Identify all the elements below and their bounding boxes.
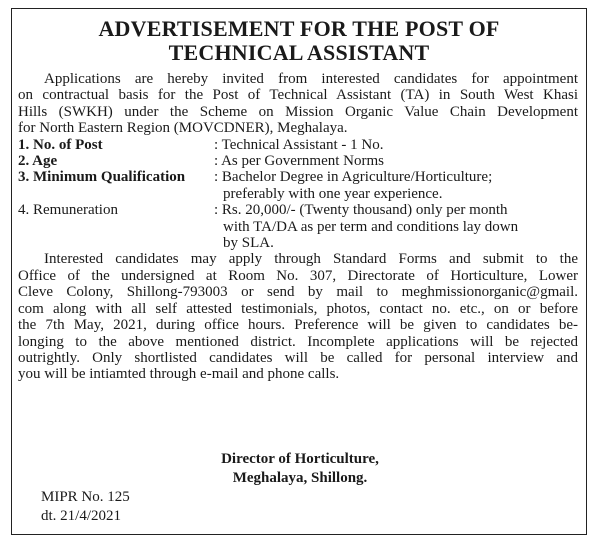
post-label: 1. No. of Post bbox=[18, 136, 103, 153]
remuneration-value-line: by SLA. bbox=[223, 235, 274, 252]
instructions-line: com along with all self attested testimonials, photos, contact no. etc., on or before bbox=[18, 300, 578, 317]
age-value bbox=[214, 153, 578, 169]
instructions-line: Interested candidates may apply through Standard Forms and submit to the bbox=[44, 251, 578, 268]
title-line-2: TECHNICAL ASSISTANT bbox=[168, 40, 430, 65]
remuneration-value-line: : Rs. 20,000/- (Twenty thousand) only per month bbox=[214, 202, 508, 219]
advertisement-body bbox=[18, 71, 578, 383]
intro-line: Applications are hereby invited from interested candidates for appointment bbox=[44, 71, 578, 87]
detail-row-post bbox=[18, 137, 578, 153]
instructions-line: Cleve Colony, Shillong-793003 or send by mail to meghmissionorganic@gmail. bbox=[18, 284, 578, 301]
detail-row-age bbox=[18, 153, 578, 169]
instructions-line: outrightly. Only shortlisted candidates will be called for personal interview and bbox=[18, 349, 578, 366]
qualification-label: 3. Minimum Qualification bbox=[18, 169, 186, 186]
intro-line: for North Eastern Region (MOVCDNER), Meghalaya. bbox=[18, 120, 348, 137]
remuneration-value bbox=[214, 202, 578, 251]
instructions-line: Office of the undersigned at Room No. 307, Directorate of Horticulture, Lower bbox=[18, 267, 578, 284]
intro-paragraph bbox=[18, 71, 578, 137]
intro-line: Hills (SWKH) under the Scheme on Mission Organic Value Chain Development bbox=[18, 103, 578, 120]
qualification-value-line: : Bachelor Degree in Agriculture/Horticulture; bbox=[214, 169, 493, 186]
qualification-value bbox=[214, 169, 578, 202]
post-details bbox=[18, 137, 578, 252]
instructions-paragraph bbox=[18, 251, 578, 382]
signature-title: Director of Horticulture, bbox=[221, 451, 379, 467]
detail-row-qualification bbox=[18, 169, 578, 202]
detail-row-remuneration bbox=[18, 202, 578, 251]
instructions-line: you will be intiamted through e-mail and phone calls. bbox=[18, 366, 340, 383]
intro-line: on contractual basis for the Post of Technical Assistant (TA) in South West Khasi bbox=[18, 87, 578, 104]
instructions-line: the 7th May, 2021, during office hours. Preference will be given to candidates be- bbox=[18, 317, 578, 334]
signature-location: Meghalaya, Shillong. bbox=[232, 470, 368, 486]
remuneration-label: 4. Remuneration bbox=[18, 202, 118, 219]
title-line-1: ADVERTISEMENT FOR THE POST OF bbox=[98, 16, 500, 41]
remuneration-value-line: with TA/DA as per term and conditions lay down bbox=[223, 218, 519, 235]
age-label: 2. Age bbox=[18, 153, 58, 170]
post-value bbox=[214, 137, 578, 153]
instructions-line: longing to the above mentioned district. Incomplete applications will be rejected bbox=[18, 333, 578, 350]
age-value-text: : As per Government Norms bbox=[214, 153, 384, 170]
mipr-number: MIPR No. 125 bbox=[41, 489, 130, 505]
post-value-text: : Technical Assistant - 1 No. bbox=[214, 136, 384, 153]
advertisement-date: dt. 21/4/2021 bbox=[41, 508, 122, 524]
qualification-value-line: preferably with one year experience. bbox=[223, 185, 443, 202]
